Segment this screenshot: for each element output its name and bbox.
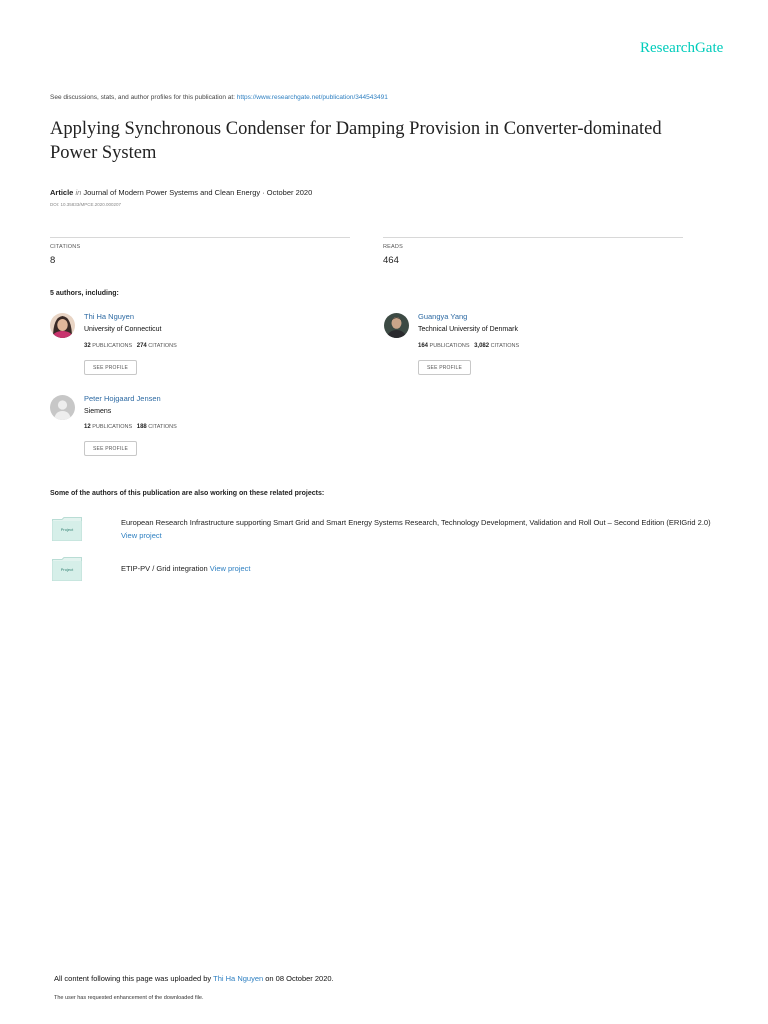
- author-stats: [84, 424, 177, 430]
- reads-value: 464: [383, 255, 399, 266]
- author-name-link[interactable]: Peter Hojgaard Jensen: [84, 394, 161, 403]
- citations-value: 8: [50, 255, 56, 266]
- enhancement-note: The user has requested enhancement of the downloaded file.: [54, 995, 204, 1001]
- publication-type: Article: [50, 188, 74, 197]
- see-profile-button[interactable]: SEE PROFILE: [84, 360, 137, 375]
- publications-count: 164: [418, 343, 429, 349]
- project-item: [121, 516, 721, 542]
- publication-url-link[interactable]: https://www.researchgate.net/publication/344543491: [236, 94, 388, 101]
- see-profile-button[interactable]: SEE PROFILE: [84, 441, 137, 456]
- citations-count: 188: [136, 424, 147, 430]
- avatar-placeholder-icon[interactable]: [50, 395, 75, 420]
- author-affiliation: Technical University of Denmark: [418, 326, 518, 333]
- publications-label: PUBLICATIONS: [429, 343, 470, 349]
- project-folder-icon: [52, 557, 82, 581]
- publications-count: 32: [84, 343, 91, 349]
- divider-citations: [50, 237, 350, 238]
- citations-count-label: CITATIONS: [148, 343, 177, 349]
- doi: DOI: 10.35833/MPCE.2020.000207: [50, 202, 122, 207]
- project-icon-label: Project: [60, 527, 74, 532]
- project-folder-icon: [52, 517, 82, 541]
- publications-count: 12: [84, 424, 91, 430]
- author-stats: [84, 343, 177, 349]
- reads-label: READS: [383, 244, 403, 250]
- citations-count-label: CITATIONS: [490, 343, 520, 349]
- in-word: in: [75, 188, 82, 197]
- project-item: [121, 562, 721, 575]
- citations-count: 3,082: [474, 343, 490, 349]
- intro-text: See discussions, stats, and author profiles for this publication at:: [50, 94, 237, 101]
- upload-suffix: on 08 October 2020.: [263, 974, 334, 983]
- intro-line: [50, 94, 388, 101]
- journal-name: Journal of Modern Power Systems and Clean Energy: [83, 188, 261, 197]
- author-affiliation: University of Connecticut: [84, 326, 162, 333]
- citations-label: CITATIONS: [50, 244, 81, 250]
- authors-heading: 5 authors, including:: [50, 290, 119, 297]
- projects-heading: Some of the authors of this publication are also working on these related projects:: [50, 490, 325, 497]
- publications-label: PUBLICATIONS: [92, 424, 133, 430]
- project-title: European Research Infrastructure supporting Smart Grid and Smart Energy Systems Research, Technology Development, Validation and Roll Out – Second Edition (ERIGrid 2.0): [121, 518, 711, 527]
- avatar-guangya-yang[interactable]: [384, 313, 409, 338]
- citations-count: 274: [136, 343, 147, 349]
- see-profile-button[interactable]: SEE PROFILE: [418, 360, 471, 375]
- citations-count-label: CITATIONS: [148, 424, 177, 430]
- publications-label: PUBLICATIONS: [92, 343, 133, 349]
- author-name-link[interactable]: Thi Ha Nguyen: [84, 312, 135, 321]
- divider-reads: [383, 237, 683, 238]
- view-project-link[interactable]: View project: [209, 564, 251, 573]
- project-icon-label: Project: [60, 567, 74, 572]
- upload-prefix: All content following this page was uploaded by: [54, 974, 214, 983]
- author-name-link[interactable]: Guangya Yang: [418, 312, 468, 321]
- author-stats: [418, 343, 519, 349]
- publication-meta: [50, 188, 312, 197]
- researchgate-logo[interactable]: ResearchGate: [640, 40, 724, 56]
- avatar-thi-ha-nguyen[interactable]: [50, 313, 75, 338]
- uploader-link[interactable]: Thi Ha Nguyen: [213, 974, 264, 983]
- page-title: Applying Synchronous Condenser for Damping Provision in Converter-dominated Power System: [50, 119, 662, 163]
- view-project-link[interactable]: View project: [121, 531, 162, 540]
- upload-note: [54, 974, 334, 983]
- project-title: ETIP-PV / Grid integration: [121, 564, 210, 573]
- author-affiliation: Siemens: [84, 408, 112, 415]
- publication-date: · October 2020: [260, 188, 313, 197]
